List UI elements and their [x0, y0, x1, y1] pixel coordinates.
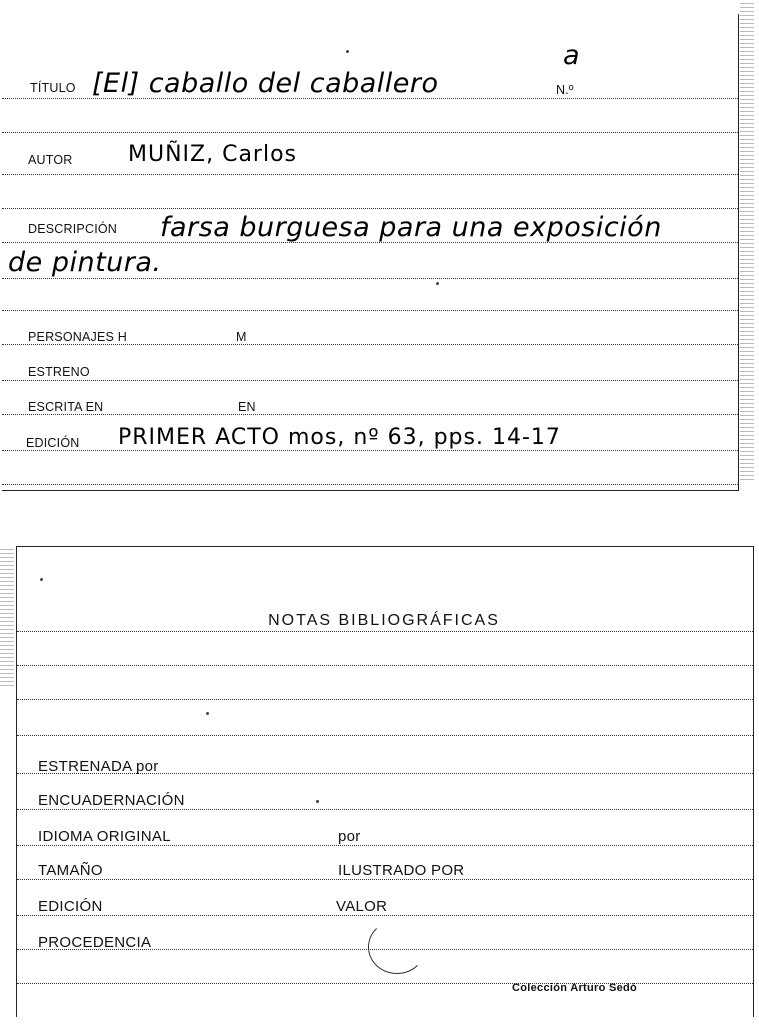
rule-line	[17, 631, 753, 632]
rule-line	[17, 665, 753, 666]
titulo-value: [El] caballo del caballero	[92, 68, 439, 99]
speck	[206, 712, 209, 715]
personajes-m-label: M	[236, 330, 247, 344]
scan-noise	[740, 0, 754, 480]
tamano-label: TAMAÑO	[38, 862, 103, 879]
rule-line	[2, 484, 738, 485]
rule-line	[17, 809, 753, 810]
edicion-value: PRIMER ACTO mos, nº 63, pps. 14-17	[118, 425, 561, 450]
rule-line	[17, 735, 753, 736]
estrenada-label: ESTRENADA por	[38, 758, 159, 775]
autor-value: MUÑIZ, Carlos	[128, 142, 298, 167]
numero-value: a	[563, 40, 581, 71]
rule-line	[17, 915, 753, 916]
procedencia-label: PROCEDENCIA	[38, 934, 152, 951]
edicion-label: EDICIÓN	[26, 436, 80, 450]
valor-label: VALOR	[336, 898, 388, 915]
encuadernacion-label: ENCUADERNACIÓN	[38, 792, 185, 809]
rule-line	[17, 983, 753, 984]
titulo-label: TÍTULO	[30, 81, 76, 95]
personajes-label: PERSONAJES H	[28, 330, 127, 344]
rule-line	[17, 845, 753, 846]
rule-line	[17, 879, 753, 880]
scan-noise	[0, 546, 14, 686]
rule-line	[17, 699, 753, 700]
edicion-bottom-label: EDICIÓN	[38, 898, 103, 915]
rule-line	[2, 208, 738, 209]
collection-stamp: Colección Arturo Sedó	[512, 982, 638, 994]
numero-label: N.º	[556, 83, 574, 97]
descripcion-value-1: farsa burguesa para una exposición	[160, 212, 662, 243]
descripcion-value-2: de pintura.	[8, 247, 162, 278]
speck	[316, 800, 319, 803]
autor-label: AUTOR	[28, 153, 73, 167]
rule-line	[2, 344, 738, 345]
speck	[346, 50, 349, 53]
speck	[436, 282, 439, 285]
rule-line	[2, 174, 738, 175]
escrita-en-label: EN	[238, 400, 256, 414]
estreno-label: ESTRENO	[28, 365, 90, 379]
rule-line	[2, 310, 738, 311]
punch-hole	[368, 920, 426, 974]
speck	[40, 578, 43, 581]
rule-line	[2, 278, 738, 279]
rule-line	[2, 132, 738, 133]
rule-line	[2, 380, 738, 381]
idioma-label: IDIOMA ORIGINAL	[38, 828, 171, 845]
descripcion-label: DESCRIPCIÓN	[28, 222, 118, 236]
notas-title: NOTAS BIBLIOGRÁFICAS	[268, 612, 500, 629]
rule-line	[2, 450, 738, 451]
ilustrado-label: ILUSTRADO POR	[338, 862, 465, 879]
escrita-label: ESCRITA EN	[28, 400, 104, 414]
rule-line	[2, 414, 738, 415]
idioma-por-label: por	[338, 828, 361, 845]
